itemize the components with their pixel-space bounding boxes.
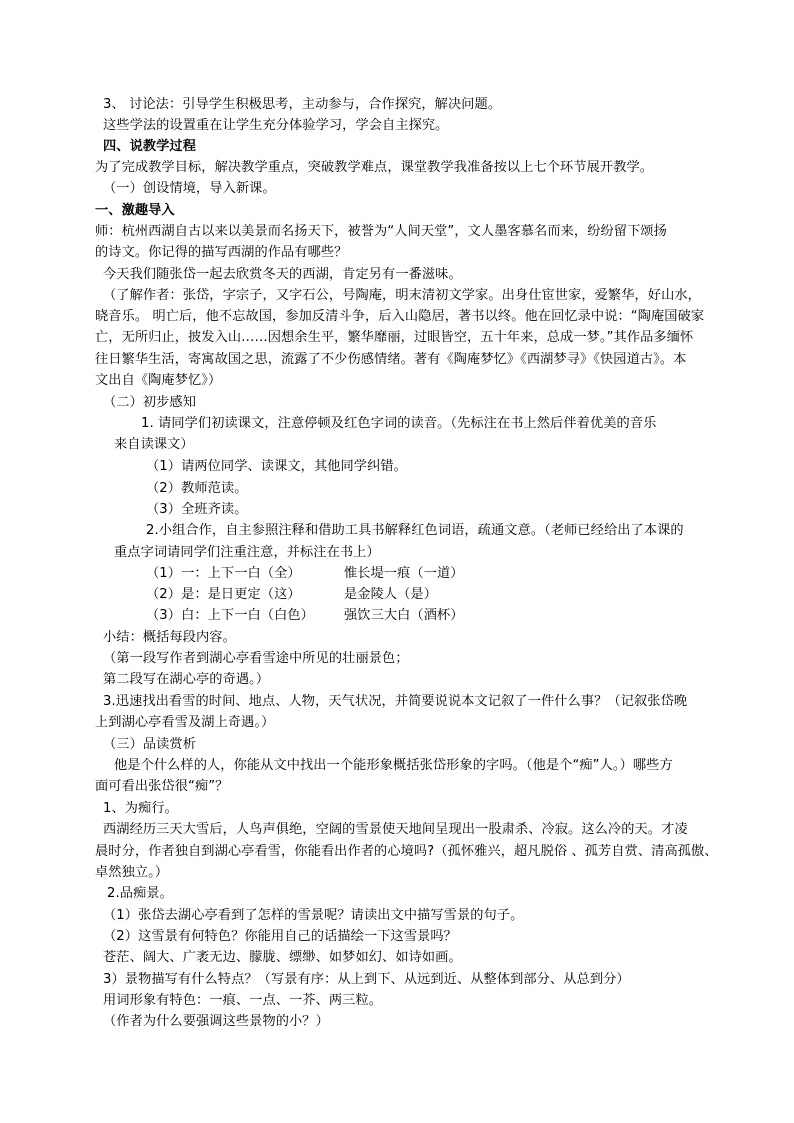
subsection-heading: （二）初步感知 [103,395,197,410]
list-item: （1）请两位同学、读课文，其他同学纠错。 [146,459,407,474]
paragraph-line: 上到湖心亭看雪及湖上奇遇。） [95,715,275,730]
paragraph-line: 3）景物描写有什么特点？（写景有序：从上到下、从远到近、从整体到部分、从总到分） [103,972,630,987]
paragraph-line: （1）张岱去湖心亭看到了怎样的雪景呢？请读出文中描写雪景的句子。 [103,908,524,923]
paragraph-line: 今天我们随张岱一起去欣赏冬天的西湖，肯定另有一番滋味。 [103,267,462,282]
vocab-item: （1）一：上下一白（全） [146,566,301,581]
paragraph-line: 为了完成教学目标，解决教学重点，突破教学难点，课堂教学我准备按以上七个环节展开教学。 [95,160,654,175]
paragraph-line: 卓然独立。） [95,865,169,880]
paragraph-line: 的诗文。你记得的描写西湖的作品有哪些？ [95,245,348,260]
vocab-item: （3）白：上下一白（白色） [146,608,314,623]
section-heading-teaching-process: 四、说教学过程 [103,139,197,154]
vocab-item: 惟长堤一痕（一道） [344,566,464,581]
list-item-continued: 重点字词请同学们注重注意，并标注在书上） [114,545,380,560]
paragraph-line: 晨时分，作者独自到湖心亭看雪，你能看出作者的心境吗?（孤怀雅兴，超凡脱俗 、孤芳自赏、清高孤傲、 [95,844,718,859]
list-item-continued: 来自读课文） [114,437,194,452]
paragraph-line: 苍茫、阔大、广袤无边、朦胧、缥缈、如梦如幻、如诗如画。 [103,950,462,965]
subsection-heading: （三）品读赏析 [103,737,197,752]
method-summary: 这些学法的设置重在让学生充分体验学习，学会自主探究。 [103,118,449,133]
paragraph-line: （作者为什么要强调这些景物的小？） [103,1014,329,1029]
method-discussion: 3、 讨论法：引导学生积极思考，主动参与，合作探究，解决问题。 [103,97,502,112]
vocab-item: （2）是：是日更定（这） [146,587,301,602]
paragraph-line: 面可看出张岱很“痴”？ [95,779,229,794]
paragraph-line: 1、为痴行。 [103,801,178,816]
paragraph-line: （了解作者：张岱，字宗子，又字石公，号陶庵，明末清初文学家。出身仕宦世家，爱繁华，好山水， [103,288,701,303]
paragraph-line: （第一段写作者到湖心亭看雪途中所见的壮丽景色； [103,651,409,666]
paragraph-line: 西湖经历三天大雪后，人鸟声俱绝，空阔的雪景使天地间呈现出一股肃杀、冷寂。这么冷的天。才凌 [103,822,688,837]
vocab-item: 强饮三大白（酒杯） [344,608,464,623]
paragraph-line: 文出自《陶庵梦忆》） [95,373,222,388]
subsection-heading: （一）创设情境，导入新课。 [103,181,276,196]
paragraph-line: （2）这雪景有何特色？你能用自己的话描绘一下这雪景吗？ [103,929,457,944]
paragraph-line: 小结：概括每段内容。 [103,630,236,645]
list-item: 1. 请同学们初读课文，注意停顿及红色字词的读音。（先标注在书上然后伴着优美的音乐 [141,416,657,431]
paragraph-line: 2.品痴景。 [107,886,173,901]
paragraph-line: 第二段写在湖心亭的奇遇。） [103,672,270,687]
paragraph-line: 亡，无所归止，披发入山……因想余生平，繁华靡丽，过眼皆空，五十年来，总成一梦。”其作品多缅怀 [95,330,694,345]
list-item: （2）教师范读。 [146,481,248,496]
paragraph-line: 往日繁华生活，寄寓故国之思，流露了不少伤感情绪。著有《陶庵梦忆》《西湖梦寻》《快园道古》。本 [95,352,687,367]
paragraph-line: 3.迅速找出看雪的时间、地点、人物，天气状况，并简要说说本文记叙了一件什么事？（记叙张岱晚 [103,694,688,709]
paragraph-line: 用词形象有特色：一痕、一点、一芥、两三粒。 [103,993,383,1008]
paragraph-line: 师：杭州西湖自古以来以美景而名扬天下，被誉为“人间天堂”，文人墨客慕名而来，纷纷留下颂扬 [95,224,667,239]
vocab-item: 是金陵人（是） [344,587,438,602]
paragraph-line: 晓音乐。 明亡后，他不忘故国，参加反清斗争，后入山隐居，著书以终。他在回忆录中说：“陶庵国破家 [95,309,705,324]
paragraph-line: 他是个什么样的人，你能从文中找出一个能形象概括张岱形象的字吗。（他是个“痴”人。）哪些方 [114,758,673,773]
section-heading-intro: 一、激趣导入 [95,203,175,218]
list-item: （3）全班齐读。 [146,502,248,517]
list-item: 2.小组合作，自主参照注释和借助工具书解释红色词语，疏通文意。（老师已经给出了本课的 [146,523,684,538]
